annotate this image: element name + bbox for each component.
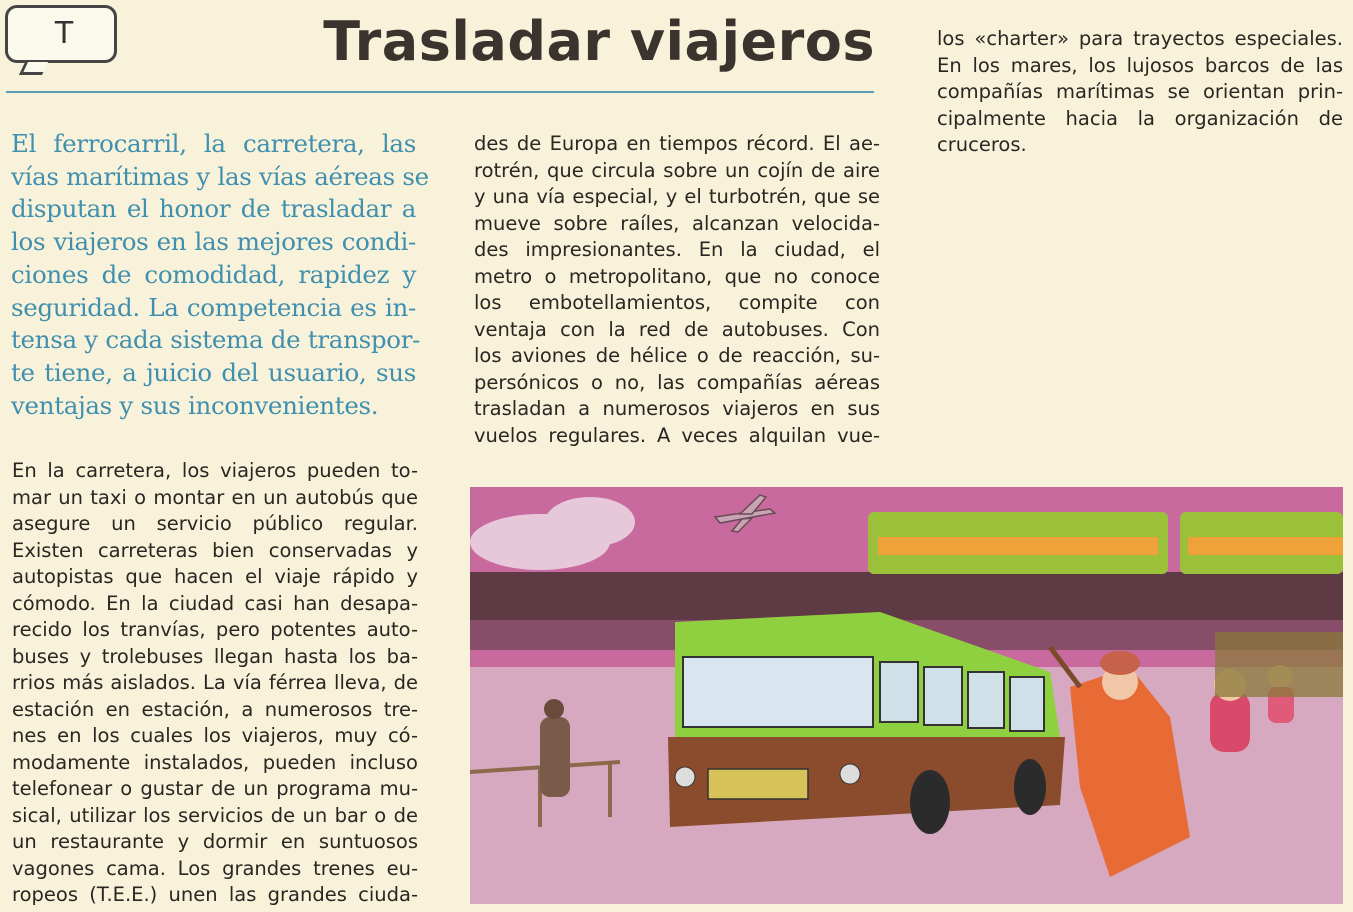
text-line: buses y trolebuses llegan hasta los ba- xyxy=(12,644,418,668)
text-line: El ferrocarril, la carretera, las xyxy=(11,129,416,158)
section-tab-badge xyxy=(5,5,117,63)
text-line: des impresionantes. En la ciudad, el xyxy=(474,238,880,261)
train-car-2 xyxy=(1180,512,1343,574)
text-line: rotrén, que circula sobre un cojín de aire xyxy=(474,158,880,182)
text-line: los viajeros en las mejores condi- xyxy=(11,227,416,257)
text-line: ciones de comodidad, rapidez y xyxy=(11,259,416,289)
body-column-left xyxy=(12,458,418,909)
text-line: sical, utilizar los servicios de un bar o de xyxy=(12,803,418,827)
text-line: un restaurante y dormir en suntuosos xyxy=(12,830,418,853)
text-line: metro o metropolitano, que no conoce xyxy=(474,264,880,288)
train-car-1 xyxy=(868,512,1168,574)
text-line: mueve sobre raíles, alcanzan velocida- xyxy=(474,211,880,235)
text-line: tensa y cada sistema de transpor- xyxy=(11,325,421,355)
intro-paragraph xyxy=(11,128,429,422)
text-line: vagones cama. Los grandes trenes eu- xyxy=(12,856,418,880)
body-column-right xyxy=(937,26,1343,159)
text-line: ventaja con la red de autobuses. Con xyxy=(474,317,880,341)
text-line: rrios más aislados. La vía férrea lleva, de xyxy=(12,671,418,694)
text-line: nes en los cuales los viajeros, muy có- xyxy=(12,724,418,747)
text-line: En la carretera, los viajeros pueden to- xyxy=(12,459,418,482)
text-line: cipalmente hacia la organización de xyxy=(937,106,1343,130)
text-line: los embotellamientos, compite con xyxy=(474,291,880,314)
text-line: recido los tranvías, pero potentes auto- xyxy=(12,618,418,641)
text-line: trasladan a numerosos viajeros en sus xyxy=(474,397,880,420)
text-line: estación en estación, a numerosos tre- xyxy=(12,697,418,721)
text-line: compañías marítimas se orientan prin- xyxy=(937,80,1343,103)
section-tab-tail xyxy=(19,62,48,75)
text-line: telefonear o gustar de un programa mu- xyxy=(12,777,418,800)
viaduct-deck xyxy=(470,572,1343,620)
text-line: ventajas y sus inconvenientes. xyxy=(11,390,379,420)
text-line: mar un taxi o montar en un autobús que xyxy=(12,485,418,509)
text-line: vuelos regulares. A veces alquilan vue- xyxy=(474,423,880,447)
text-line: cómodo. En la ciudad casi han desapa- xyxy=(12,591,418,615)
title-divider xyxy=(6,91,874,93)
text-line: los aviones de hélice o de reacción, su- xyxy=(474,344,880,367)
text-line: En los mares, los lujosos barcos de las xyxy=(937,53,1343,77)
text-line: modamente instalados, pueden incluso xyxy=(12,750,418,774)
text-line: y una vía especial, y el turbotrén, que se xyxy=(474,185,880,208)
text-line: persónicos o no, las compañías aéreas xyxy=(474,370,880,394)
text-line: Existen carreteras bien conservadas y xyxy=(12,538,418,562)
body-column-middle xyxy=(474,131,880,449)
text-line: seguridad. La competencia es in- xyxy=(11,292,416,322)
text-line: cruceros. xyxy=(937,133,1027,156)
text-line: ropeos (T.E.E.) unen las grandes ciuda- xyxy=(12,883,418,906)
section-tab-letter: T xyxy=(54,16,74,51)
text-line: los «charter» para trayectos especiales. xyxy=(937,27,1343,50)
building xyxy=(1215,632,1343,697)
text-line: vías marítimas y las vías aéreas se xyxy=(11,161,429,191)
text-line: autopistas que hacen el viaje rápido y xyxy=(12,565,418,588)
page-title: Trasladar viajeros xyxy=(323,10,875,73)
text-line: asegure un servicio público regular. xyxy=(12,512,418,535)
transport-illustration xyxy=(470,487,1343,904)
text-line: disputan el honor de trasladar a xyxy=(11,194,416,224)
text-line: des de Europa en tiempos récord. El ae- xyxy=(474,132,880,155)
text-line: te tiene, a juicio del usuario, sus xyxy=(11,357,416,387)
